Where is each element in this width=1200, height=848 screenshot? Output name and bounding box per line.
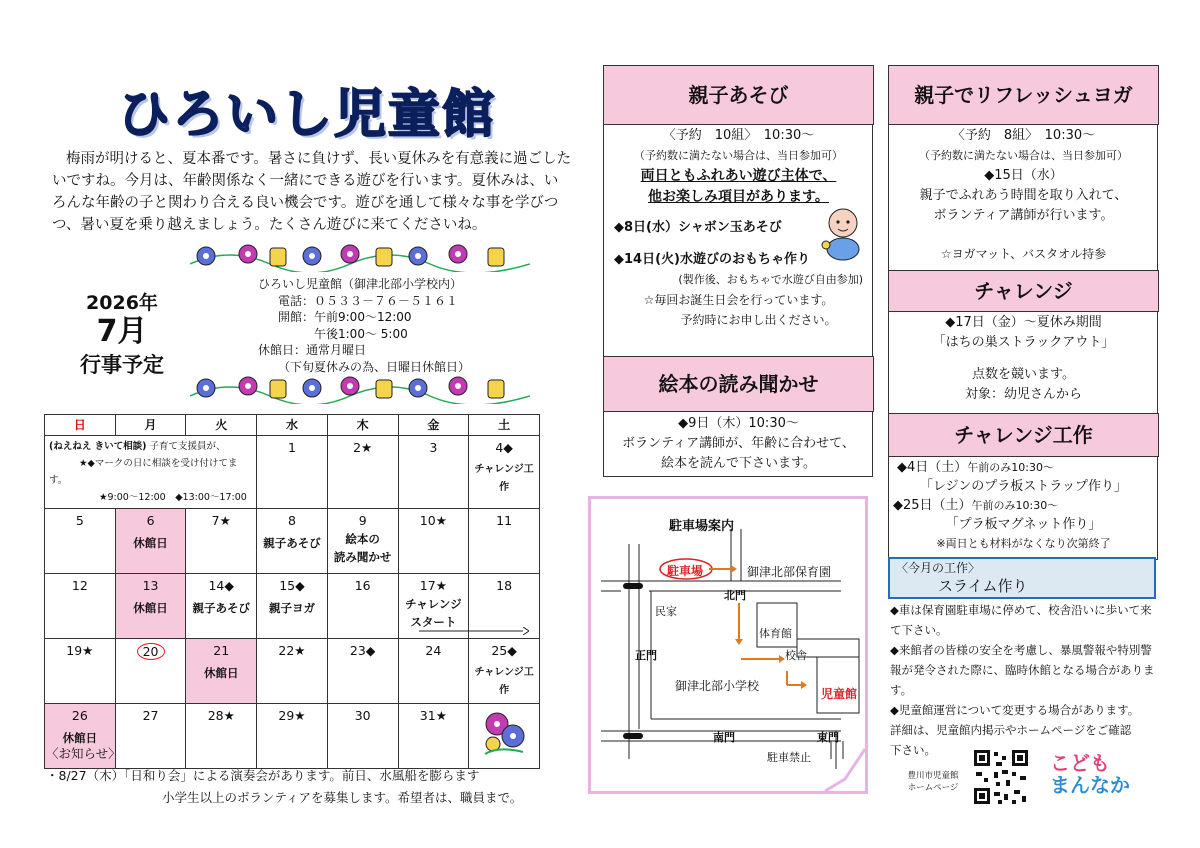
calendar-week-2 [45, 509, 540, 574]
center-info [258, 276, 558, 375]
oyako-asobi-content: 〈予約 10組〉 10:30～ （予約数に満たない場合は、当日参加可） 両日ともふれあい遊び主体で、 他お楽しみ項目があります。 ◆8日(水）シャボン玉あそび ◆14日(火)水遊びのおもちゃ作り (製作後、おもちゃで水遊び自由参加) ☆毎回お誕生日会を行っています。 予約時にお申し出ください。 [614, 128, 863, 327]
center-name: ひろいし児童館（御津北部小学校内） [258, 277, 463, 291]
ehon-title: 絵本の読み聞かせ [603, 356, 874, 412]
date-block [52, 288, 192, 379]
day-cell: 7★ [186, 509, 257, 574]
map-taiikukan: 体育館 [759, 627, 792, 640]
header-sat: 土 [469, 415, 540, 436]
note-changes: ◆児童館運営について変更する場合があります。詳細は、児童館内掲示やホームページをご確認下さい。 [890, 703, 1140, 757]
header-fri: 金 [398, 415, 469, 436]
day-cell-closed: 26 休館日 [45, 704, 116, 769]
yoga-content: 〈予約 8組〉 10:30～ （予約数に満たない場合は、当日参加可） ◆15日（水） 親子でふれあう時間を取り入れて、 ボランティア講師が行います。 ☆ヨガマット、バスタオル持参 [919, 128, 1128, 261]
phone-number: 電話：０５３３－７６－５１６１ [278, 293, 459, 308]
day-cell: 19★ [45, 639, 116, 704]
consult-note-line3: ★9:00～12:00 ◆13:00～17:00 [99, 492, 247, 503]
notice-label: 〈お知らせ〉 [46, 746, 121, 761]
map-parking: 駐車場 [667, 564, 704, 578]
flower-border-top [190, 238, 530, 272]
day-cell: 31★ [398, 704, 469, 769]
challenge-content: ◆17日（金）～夏休み期間 「はちの巣ストラックアウト」 点数を競います。 対象：幼児さんから [932, 315, 1115, 402]
day-cell-closed: 21 休館日 [186, 639, 257, 704]
day-cell: 30 [327, 704, 398, 769]
kousaku-content: ◆4日（土）午前のみ10:30～ 「レジンのプラ板ストラップ作り」 ◆25日（土）午前のみ10:30～ 「プラ板マグネット作り」 ※両日とも材料がなくなり次第終了 [893, 460, 1128, 550]
consult-note-cell [45, 436, 257, 509]
day-cell [115, 639, 186, 704]
logo-line2: まんなか [1050, 773, 1130, 797]
yoga-title: 親子でリフレッシュヨガ [888, 65, 1159, 125]
hours-morning: 開館：午前9:00～12:00 [278, 310, 412, 324]
map-kitamon: 北門 [724, 589, 746, 602]
day-cell: 12 [45, 574, 116, 639]
day-cell: 27 [115, 704, 186, 769]
arrow-right-icon [419, 627, 529, 635]
day-cell: 25◆ チャレンジ工作 [469, 639, 540, 704]
day-cell: 22★ [257, 639, 328, 704]
map-school: 御津北部小学校 [675, 679, 760, 693]
notice-section [46, 743, 566, 809]
oyako-asobi-title: 親子あそび [603, 65, 874, 125]
header-thu: 木 [327, 415, 398, 436]
monthly-craft-box [888, 557, 1156, 599]
closed-day: 休館日：通常月曜日 [258, 343, 367, 357]
map-hoikuen: 御津北部保育園 [747, 565, 832, 579]
calendar-table [44, 414, 540, 769]
map-kousha: 校舎 [785, 649, 807, 662]
month-label: 7月 [96, 314, 148, 349]
circled-date: 20 [137, 643, 165, 660]
day-cell: 8 親子あそび [257, 509, 328, 574]
kousaku-title: チャレンジ工作 [888, 413, 1159, 457]
monthly-craft-value: スライム作り [938, 577, 1028, 595]
day-cell: 11 [469, 509, 540, 574]
consult-note-title: (ねえねえ きいて相談) [49, 441, 147, 452]
map-no-parking: 駐車禁止 [767, 751, 811, 764]
qr-code-icon[interactable] [972, 748, 1030, 806]
day-cell: 2★ [327, 436, 398, 509]
baby-icon [818, 205, 868, 261]
day-cell: 17★ チャレンジ スタート [398, 574, 469, 639]
notice-line1: ・8/27（木）「日和り会」による演奏会があります。前日、水風船を膨らます [46, 768, 480, 783]
notice-line2: 小学生以上のボランティアを募集します。希望者は、職員まで。 [162, 790, 523, 805]
calendar-week-1 [45, 436, 540, 509]
day-cell: 29★ [257, 704, 328, 769]
consult-note-line1: 子育て支援員が、 [149, 441, 226, 452]
note-weather: ◆来館者の皆様の安全を考慮し、暴風警報や特別警報が発令された際に、臨時休館となる場合があります。 [890, 643, 1155, 697]
year-label: 2026年 [86, 292, 158, 314]
header-wed: 水 [257, 415, 328, 436]
hours-afternoon: 午後1:00～ 5:00 [314, 326, 408, 341]
map-minamimon: 南門 [713, 731, 735, 744]
map-minka: 民家 [655, 605, 677, 618]
day-cell: 15◆ 親子ヨガ [257, 574, 328, 639]
map-higashimon: 東門 [817, 731, 839, 744]
closed-day-note: （下旬夏休みの為、日曜日休館日） [278, 359, 471, 374]
calendar-header-row [45, 415, 540, 436]
day-cell: 4◆ チャレンジ工作 [469, 436, 540, 509]
note-parking: ◆車は保育園駐車場に停めて、校舎沿いに歩いて来て下さい。 [890, 603, 1152, 637]
flower-border-bottom [190, 370, 530, 404]
map-drawing [591, 499, 865, 791]
header-tue: 火 [186, 415, 257, 436]
parking-map [588, 496, 868, 794]
day-cell: 14◆ 親子あそび [186, 574, 257, 639]
day-cell: 9 絵本の 読み聞かせ [327, 509, 398, 574]
challenge-title: チャレンジ [888, 270, 1159, 312]
day-cell: 18 [469, 574, 540, 639]
day-cell: 28★ [186, 704, 257, 769]
schedule-label: 行事予定 [80, 353, 164, 377]
day-cell: 23◆ [327, 639, 398, 704]
day-cell-closed: 13 休館日 [115, 574, 186, 639]
day-cell: 10★ [398, 509, 469, 574]
day-cell: 5 [45, 509, 116, 574]
calendar-week-3 [45, 574, 540, 639]
calendar-week-4 [45, 639, 540, 704]
notes-section [890, 600, 1160, 760]
intro-text: 梅雨が明けると、夏本番です。暑さに負けず、長い夏休みを有意義に過ごしたいですね。今月は、年齢関係なく一緒にできる遊びを行います。夏休みは、いろんな年齢の子と関わり合える良い機会です。遊びを通して様々な事を学びつつ、暑い夏を乗り越えましょう。たくさん遊びに来てくださいね。 [52, 151, 572, 233]
day-cell: 1 [257, 436, 328, 509]
morning-glory-border-icon [190, 238, 530, 272]
map-seimon: 正門 [635, 649, 657, 662]
kodomo-mannaka-logo [1050, 752, 1130, 796]
header-mon: 月 [115, 415, 186, 436]
monthly-craft-label: 〈今月の工作〉 [896, 561, 981, 575]
day-cell: 3 [398, 436, 469, 509]
header-sun: 日 [45, 415, 116, 436]
homepage-label: 豊川市児童館 ホームページ [907, 771, 959, 793]
map-jidoukan: 児童館 [821, 687, 858, 701]
consult-note-line2: ★◆マークの日に相談を受け付けてます。 [49, 458, 238, 486]
day-cell-closed: 6 休館日 [115, 509, 186, 574]
day-cell: 16 [327, 574, 398, 639]
morning-glory-border-icon [190, 370, 530, 404]
ehon-content: ◆9日（木）10:30～ ボランティア講師が、年齢に合わせて、 絵本を読んで下さいます。 [622, 416, 855, 471]
map-title: 駐車場案内 [669, 519, 735, 534]
logo-line1: こども [1050, 751, 1110, 775]
day-cell: 24 [398, 639, 469, 704]
page-title: ひろいし児童館 [118, 85, 497, 145]
